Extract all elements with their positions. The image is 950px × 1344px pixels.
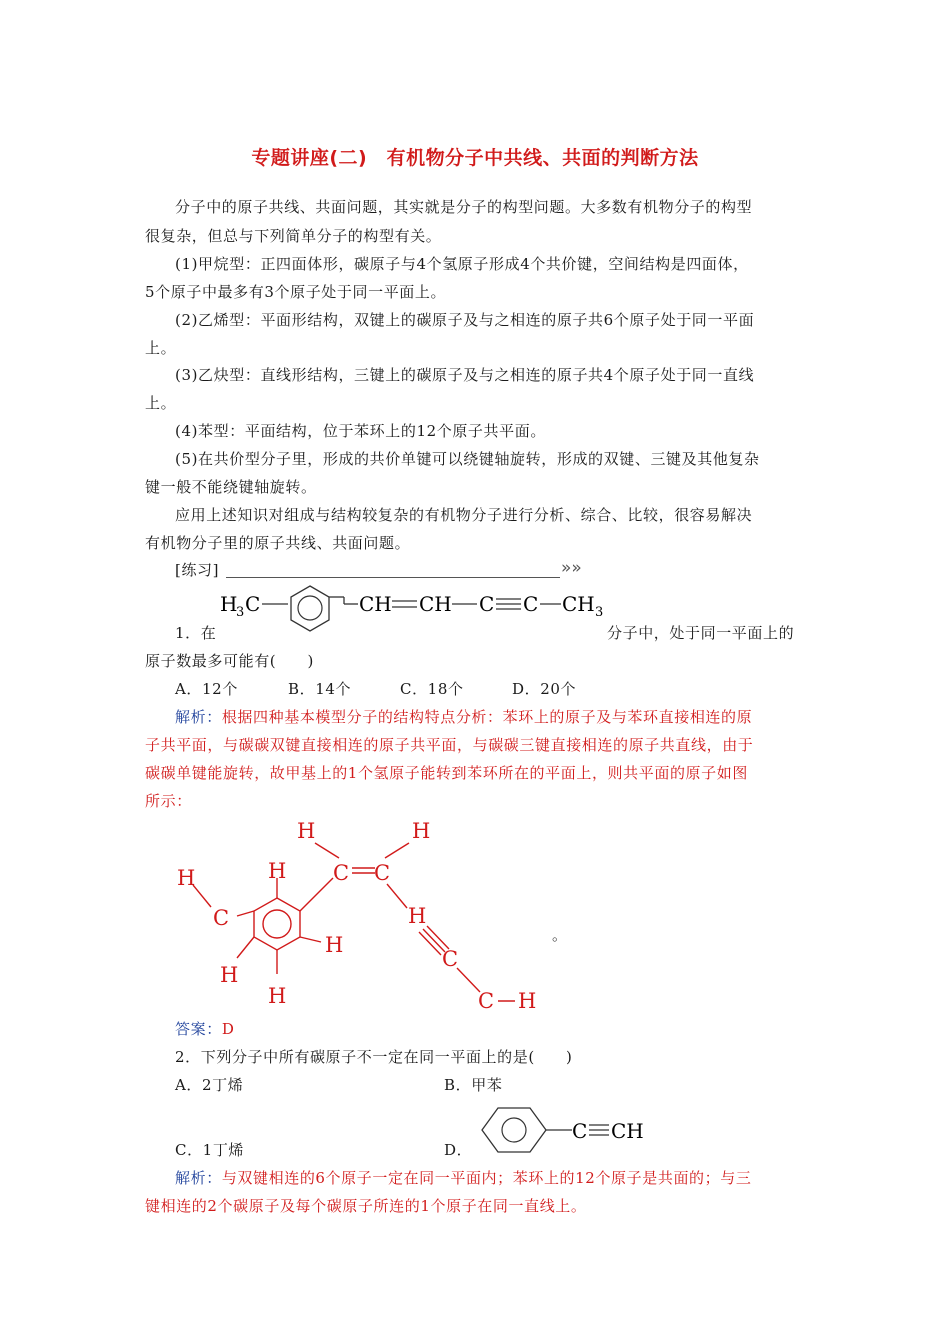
atom-h: H [268,859,287,883]
phenyl-ring-icon [482,1108,546,1152]
q1-analysis-l2: 子共平面，与碳碳双键直接相连的原子共平面，与碳碳三键直接相连的原子共直线，由于 [145,736,754,754]
q2-choice-a: A．2丁烯 [175,1076,244,1094]
q2-analysis-l2: 键相连的2个碳原子及每个碳原子所连的1个原子在同一直线上。 [145,1197,587,1215]
atom-c: H [408,904,427,928]
item-methane: (1)甲烷型：正四面体形，碳原子与4个氢原子形成4个共价键，空间结构是四面体， [175,255,749,273]
q1-stem-prefix: 1．在 [175,624,217,642]
practice-rule [226,577,560,578]
intro-paragraph: 分子中的原子共线、共面问题，其实就是分子的构型问题。大多数有机物分子的构型 [175,198,753,216]
summary-paragraph: 应用上述知识对组成与结构较复杂的有机物分子进行分析、综合、比较，很容易解决 [175,506,753,524]
q2-d-structure [468,1100,658,1160]
formula-h3c-h: H [220,592,238,616]
formula-ch3-sub: 3 [595,605,604,620]
formula-ch: CH [611,1119,644,1143]
item-rotation-cont: 键一般不能绕键轴旋转。 [145,478,317,496]
q2-analysis-text: 与双键相连的6个原子一定在同一平面内；苯环上的12个原子是共面的；与三 [221,1169,752,1187]
q2-choice-c: C．1丁烯 [175,1141,245,1159]
formula-ch-2: CH [419,592,452,616]
q1-analysis-text: 根据四种基本模型分子的结构特点分析：苯环上的原子及与苯环直接相连的原 [221,708,753,726]
benzene-ring-icon [291,586,329,631]
q2-analysis [145,1168,845,1188]
diagram-period: 。 [552,926,568,944]
q2-choice-b: B．甲苯 [444,1076,503,1094]
q1-stem-cont: 原子数最多可能有( ) [145,652,314,670]
summary-paragraph-cont: 有机物分子里的原子共线、共面问题。 [145,534,411,552]
item-methane-cont: 5个原子中最多有3个原子处于同一平面上。 [145,283,447,301]
coplanar-atoms-diagram [165,812,585,1018]
atom-c: C [333,861,350,885]
formula-ch3: CH [562,592,595,616]
q1-stem-suffix: 分子中，处于同一平面上的 [607,624,795,642]
atom-h: H [412,819,431,843]
intro-paragraph-cont: 很复杂，但总与下列简单分子的构型有关。 [145,227,442,245]
q2-choice-d: D． [444,1141,473,1159]
item-ethylene: (2)乙烯型：平面形结构，双键上的碳原子及与之相连的原子共6个原子处于同一平面 [175,311,755,329]
q1-analysis [145,707,845,727]
q1-analysis-l4: 所示： [145,792,192,810]
formula-h3c-c: C [245,592,261,616]
q1-answer-label: 答案： [175,1020,222,1038]
item-acetylene-cont: 上。 [145,394,177,412]
atom-h: H [325,933,344,957]
q1-answer-value: D [221,1020,235,1038]
formula-c-2: C [523,592,539,616]
practice-label: [练习] [175,561,220,579]
formula-ch-1: CH [359,592,392,616]
atom-h: H [518,989,537,1013]
q2-analysis-label: 解析： [175,1169,222,1187]
atom-h: H [177,866,196,890]
q1-choice-a: A．12个 [175,680,238,698]
practice-arrows-icon: »» [561,558,582,578]
page-title: 专题讲座(二) 有机物分子中共线、共面的判断方法 [251,147,699,169]
atom-h: H [220,963,239,987]
q1-analysis-l3: 碳碳单键能旋转，故甲基上的1个氢原子能转到苯环所在的平面上，则共平面的原子如图 [145,764,748,782]
q1-analysis-label: 解析： [175,708,222,726]
q1-choice-d: D．20个 [512,680,577,698]
item-ethylene-cont: 上。 [145,339,177,357]
atom-h: H [268,984,287,1008]
atom-h: H [297,819,316,843]
formula-c: C [572,1119,588,1143]
q2-stem: 2．下列分子中所有碳原子不一定在同一平面上的是( ) [175,1048,573,1066]
q1-structure [216,580,616,640]
item-benzene: (4)苯型：平面结构，位于苯环上的12个原子共平面。 [175,422,546,440]
formula-h3c-sub: 3 [236,605,245,620]
atom-c: C [478,989,495,1013]
item-rotation: (5)在共价型分子里，形成的共价单键可以绕键轴旋转，形成的双键、三键及其他复杂 [175,450,760,468]
q1-answer [175,1019,234,1039]
atom-c: C [442,947,459,971]
red-benzene-ring-icon [254,898,300,950]
atom-c: C [213,906,230,930]
atom-c: C [374,861,391,885]
q1-choice-c: C．18个 [400,680,464,698]
item-acetylene: (3)乙炔型：直线形结构，三键上的碳原子及与之相连的原子共4个原子处于同一直线 [175,366,755,384]
formula-c-1: C [479,592,495,616]
q1-choice-b: B．14个 [288,680,352,698]
